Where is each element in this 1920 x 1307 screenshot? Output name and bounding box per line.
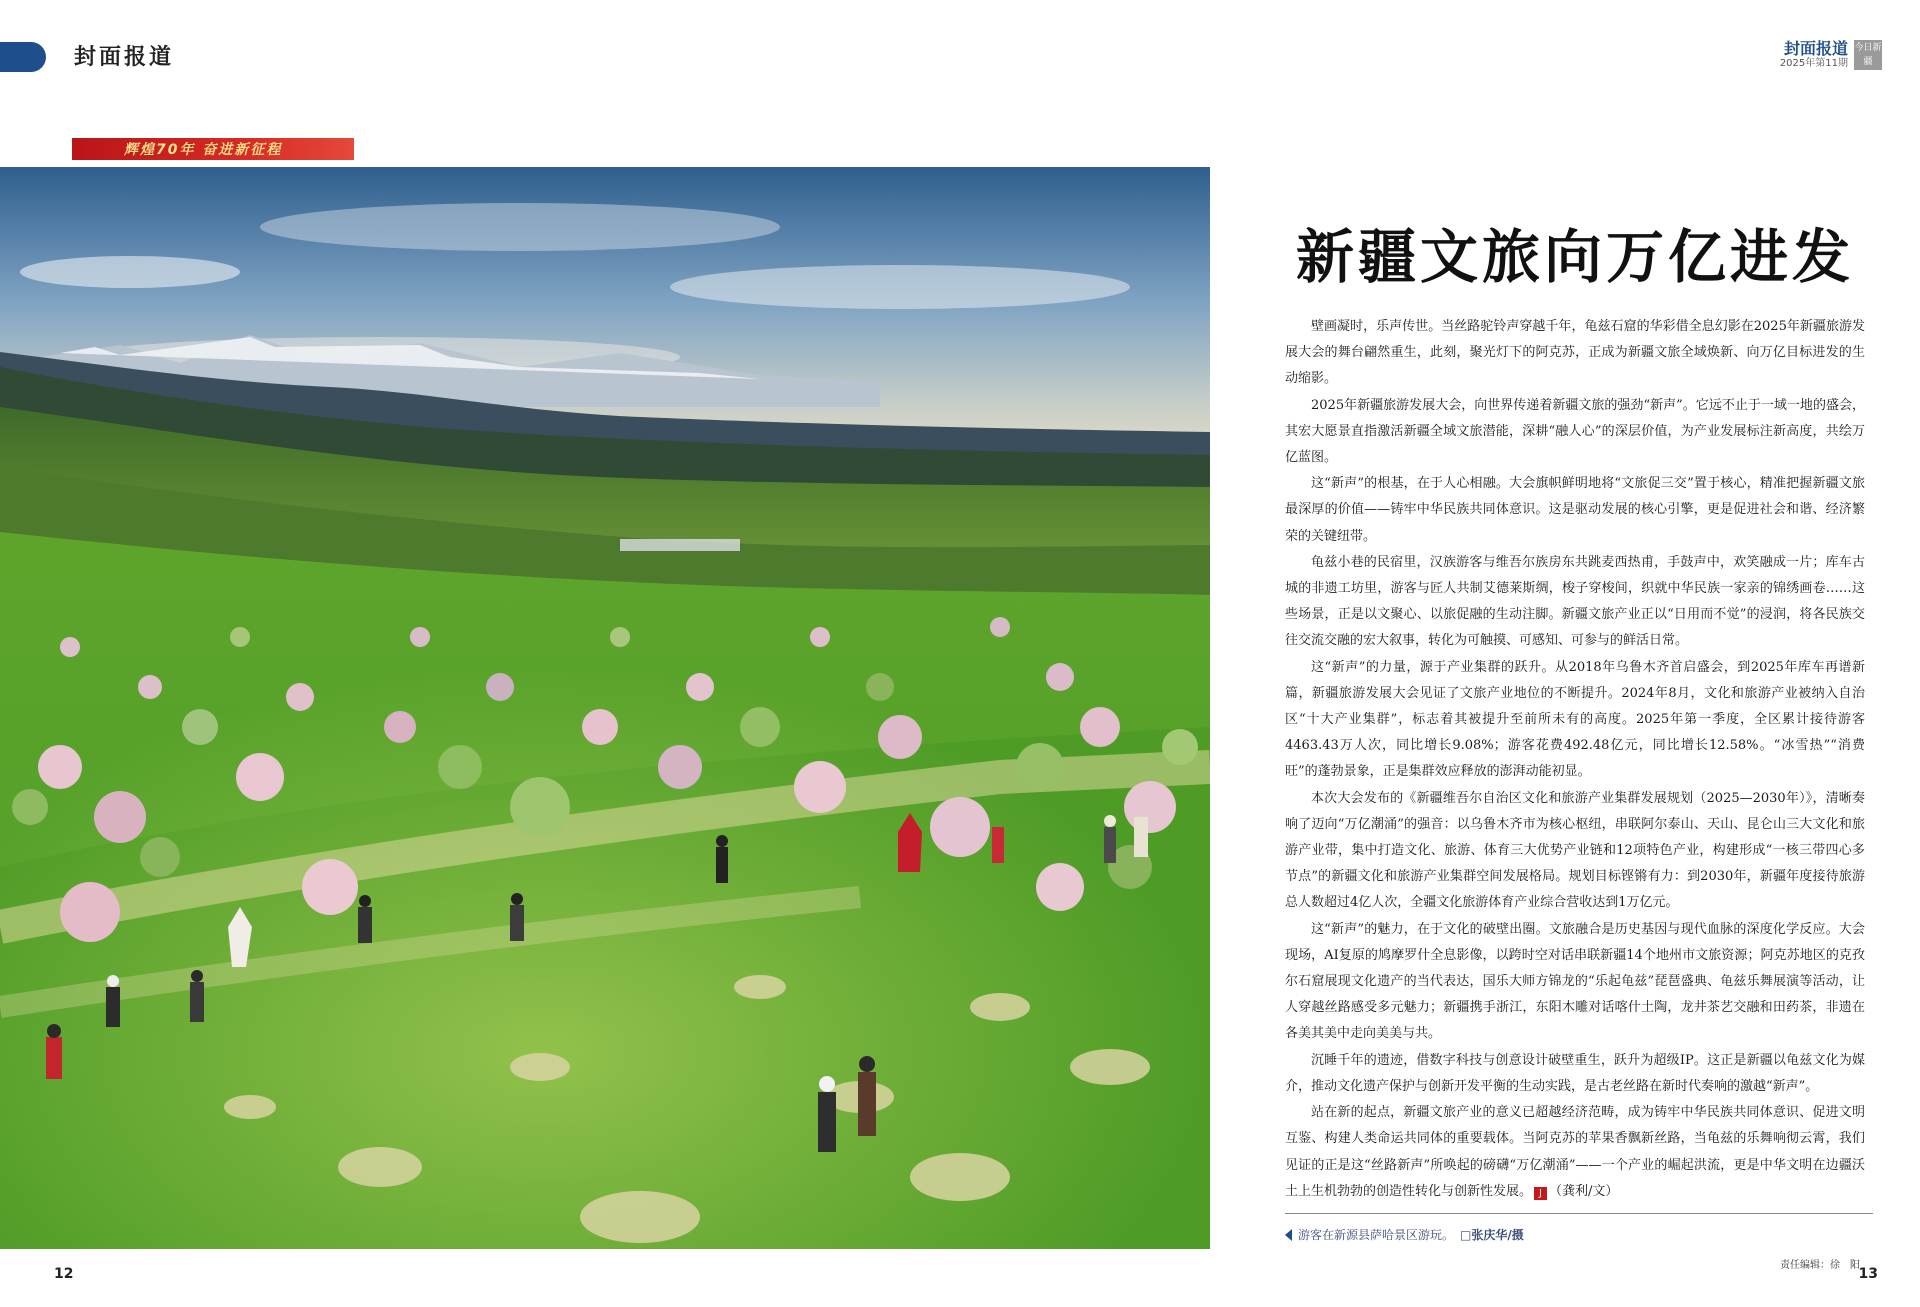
article-paragraph: 2025年新疆旅游发展大会，向世界传递着新疆文旅的强劲“新声”。它远不止于一域一地的盛会，其宏大愿景直指激活新疆全域文旅潜能，深耕“融人心”的深层价值，为产业发展标注新高度，共绘万亿蓝图。 — [1285, 397, 1865, 466]
responsible-editor: 责任编辑：徐 阳 — [1780, 1260, 1860, 1271]
caption-arrow-icon — [1285, 1229, 1292, 1241]
article-paragraph: 这“新声”的魅力，在于文化的破壁出圈。文旅融合是历史基因与现代血脉的深度化学反应。大会现场，AI复原的鸠摩罗什全息影像，以跨时空对话串联新疆14个地州市文旅资源；阿克苏地区的克孜尔石窟展现文化遗产的当代表达，国乐大师方锦龙的“乐起龟兹”琵琶盛典、龟兹乐舞展演等活动，让人穿越丝路感受多元魅力；新疆携手浙江，东阳木雕对话喀什土陶，龙井茶艺交融和田药茶，非遗在各美其美中走向美美与共。 — [1285, 921, 1865, 1042]
article-body — [1285, 314, 1865, 1205]
article-paragraph: 本次大会发布的《新疆维吾尔自治区文化和旅游产业集群发展规划（2025—2030年）》，清晰奏响了迈向“万亿潮涌”的强音：以乌鲁木齐市为核心枢纽，串联阿尔泰山、天山、昆仑山三大文化和旅游产业带，集中打造文化、旅游、体育三大优势产业链和12项特色产业，构建形成“一核三带四心多节点”的新疆文化和旅游产业集群空间发展格局。规划目标铿锵有力：到2030年，新疆年度接待旅游总人数超过4亿人次，全疆文化旅游体育产业综合营收达到1万亿元。 — [1285, 790, 1865, 911]
end-mark-icon: J — [1534, 1187, 1547, 1200]
article-paragraph: 这“新声”的根基，在于人心相融。大会旗帜鲜明地将“文旅促三交”置于核心，精准把握新疆文旅最深厚的价值——铸牢中华民族共同体意识。这是驱动发展的核心引擎，更是促进社会和谐、经济繁荣的关键纽带。 — [1285, 476, 1865, 544]
article-byline: （龚利/文） — [1549, 1183, 1619, 1199]
page-number-left: 12 — [54, 1266, 74, 1282]
anniversary-banner — [72, 138, 354, 160]
article-paragraph: 这“新声”的力量，源于产业集群的跃升。从2018年乌鲁木齐首启盛会，到2025年库车再谱新篇，新疆旅游发展大会见证了文旅产业地位的不断提升。2024年8月，文化和旅游产业被纳入自治区“十大产业集群”，标志着其被提升至前所未有的高度。2025年第一季度，全区累计接待游客4463.43万人次，同比增长9.08%；游客花费492.48亿元，同比增长12.58%。“冰雪热”“消费旺”的蓬勃景象，正是集群效应释放的澎湃动能初显。 — [1285, 659, 1865, 780]
masthead — [1780, 40, 1882, 70]
landscape-illustration — [0, 167, 1210, 1249]
article-paragraph: 沉睡千年的遗迹，借数字科技与创意设计破壁重生，跃升为超级IP。这正是新疆以龟兹文化为媒介，推动文化遗产保护与创新开发平衡的生动实践，是古老丝路在新时代奏响的激越“新声”。 — [1285, 1052, 1865, 1094]
masthead-text — [1780, 40, 1848, 70]
photo-caption — [1285, 1226, 1524, 1243]
article-paragraph-text: 站在新的起点，新疆文旅产业的意义已超越经济范畴，成为铸牢中华民族共同体意识、促进文明互鉴、构建人类命运共同体的重要载体。当阿克苏的苹果香飘新丝路，当龟兹的乐舞响彻云霄，我们见证的正是这“丝路新声”所唤起的磅礴“万亿潮涌”——一个产业的崛起洪流，更是中华文明在边疆沃土上生机勃勃的创造性转化与创新性发展。 — [1285, 1105, 1865, 1199]
masthead-name: 封面报道 — [1783, 39, 1848, 58]
caption-credit: □张庆华/摄 — [1460, 1228, 1524, 1242]
masthead-issue: 2025年第11期 — [1779, 58, 1848, 69]
section-label: 封面报道 — [74, 44, 175, 70]
cover-photo — [0, 167, 1210, 1249]
caption-text: 游客在新源县萨哈景区游玩。 — [1298, 1228, 1455, 1242]
section-tab-marker — [0, 42, 46, 72]
page-number-right: 13 — [1858, 1266, 1878, 1282]
banner-text: 辉煌70年 奋进新征程 — [124, 142, 283, 158]
magazine-logo: 今日新疆 — [1854, 40, 1882, 70]
article-paragraph: 壁画凝时，乐声传世。当丝路驼铃声穿越千年，龟兹石窟的华彩借全息幻影在2025年新疆旅游发展大会的舞台翩然重生，此刻，聚光灯下的阿克苏，正成为新疆文旅全域焕新、向万亿目标进发的生动缩影。 — [1285, 319, 1865, 387]
article-paragraph-last — [1285, 1100, 1865, 1205]
article-title: 新疆文旅向万亿进发 — [1295, 223, 1854, 291]
caption-divider — [1285, 1213, 1873, 1214]
article-paragraph: 龟兹小巷的民宿里，汉族游客与维吾尔族房东共跳麦西热甫，手鼓声中，欢笑融成一片；库车古城的非遗工坊里，游客与匠人共制艾德莱斯绸，梭子穿梭间，织就中华民族一家亲的锦绣画卷……这些场景，正是以文聚心、以旅促融的生动注脚。新疆文旅产业正以“日用而不觉”的浸润，将各民族交往交流交融的宏大叙事，转化为可触摸、可感知、可参与的鲜活日常。 — [1285, 554, 1865, 649]
